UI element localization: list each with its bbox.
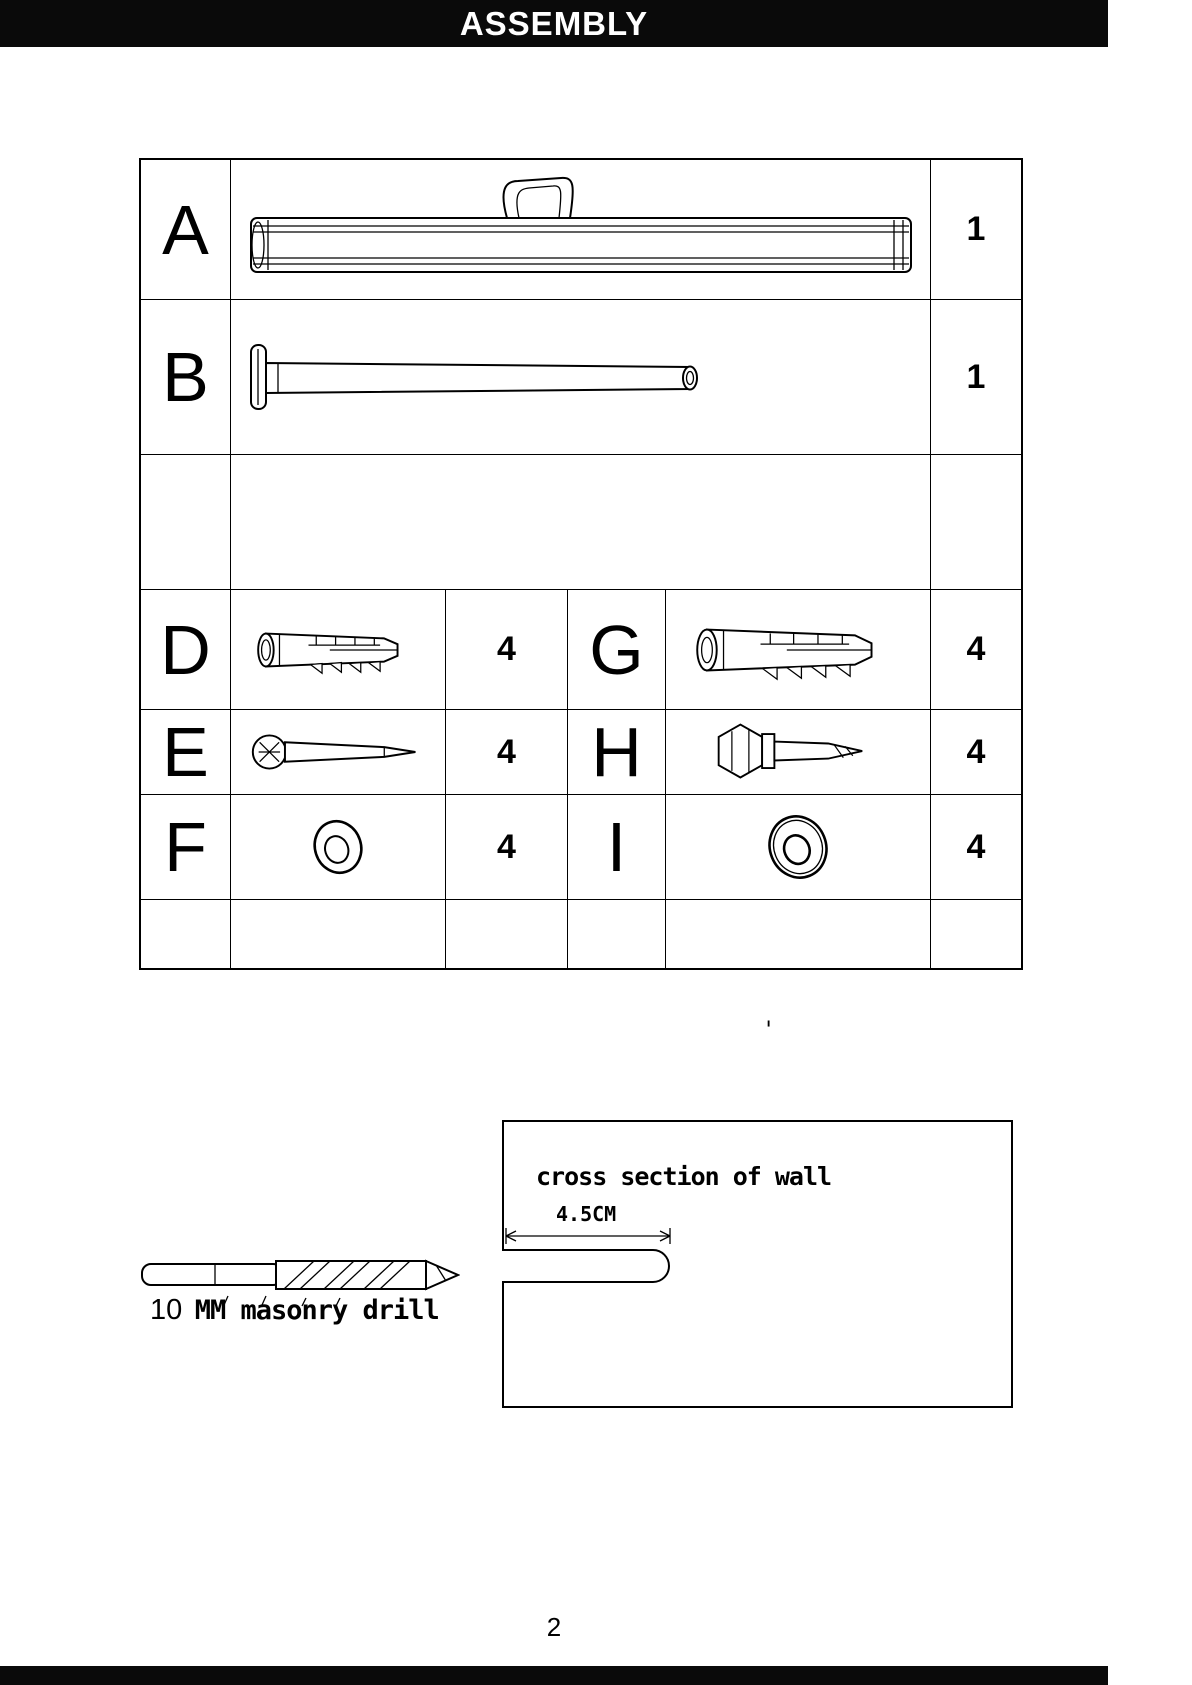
part-f-qty-cell [446, 795, 568, 900]
part-f-qty: 4 [497, 827, 516, 866]
part-g-qty: 4 [966, 630, 986, 668]
page-title: ASSEMBLY [459, 4, 649, 42]
part-a-label-cell [141, 160, 231, 300]
empty-cell [141, 900, 231, 968]
part-b-qty: 1 [966, 357, 986, 396]
part-b-illustration-cell [231, 300, 931, 455]
empty-cell [231, 900, 446, 968]
empty-cell [568, 900, 666, 968]
stray-mark: ' [762, 1018, 776, 1043]
drill-size-label: 10 [150, 1294, 183, 1326]
part-h-label-cell [568, 710, 666, 795]
part-d-label: D [160, 610, 211, 689]
part-f-illustration-cell [231, 795, 446, 900]
part-g-illustration-cell [666, 590, 931, 710]
part-a-qty-cell [931, 160, 1021, 300]
part-f-label-cell [141, 795, 231, 900]
part-e-qty: 4 [497, 732, 516, 771]
empty-cell [931, 900, 1021, 968]
wall-anchor-small-icon [246, 620, 431, 680]
part-b-label-cell [141, 300, 231, 455]
support-pole-icon [245, 338, 925, 416]
part-i-label: I [606, 808, 627, 886]
footer-bar [0, 1666, 1108, 1685]
part-e-label-cell [141, 710, 231, 795]
wall-anchor-large-icon [681, 613, 916, 687]
mounting-rail-icon [241, 174, 921, 286]
part-d-label-cell [141, 590, 231, 710]
part-g-qty-cell [931, 590, 1021, 710]
part-a-qty: 1 [966, 210, 986, 248]
drill-name-label: MM masonry drill [194, 1295, 439, 1326]
drill-caption [150, 1294, 439, 1327]
part-i-illustration-cell [666, 795, 931, 900]
empty-illustration-cell [231, 455, 931, 590]
part-i-qty-cell [931, 795, 1021, 900]
part-d-qty: 4 [497, 630, 516, 668]
empty-cell [666, 900, 931, 968]
part-a-illustration-cell [231, 160, 931, 300]
part-i-qty: 4 [966, 827, 986, 866]
part-g-label: G [589, 610, 644, 689]
washer-small-icon [304, 813, 372, 881]
part-e-label: E [162, 713, 209, 791]
wall-section-title: cross section of wall [536, 1162, 832, 1191]
part-i-label-cell [568, 795, 666, 900]
header-bar [0, 0, 1108, 47]
wall-hole-depth-label: 4.5CM [556, 1202, 617, 1226]
part-d-qty-cell [446, 590, 568, 710]
part-h-label: H [591, 713, 642, 791]
part-d-illustration-cell [231, 590, 446, 710]
part-f-label: F [164, 808, 207, 886]
part-e-illustration-cell [231, 710, 446, 795]
hex-lag-bolt-icon [713, 720, 883, 784]
part-g-label-cell [568, 590, 666, 710]
empty-label-cell [141, 455, 231, 590]
part-e-qty-cell [446, 710, 568, 795]
wall-cross-section [500, 1118, 1015, 1410]
pan-head-screw-icon [246, 725, 431, 779]
page-number: 2 [546, 1612, 562, 1642]
part-h-qty: 4 [966, 732, 986, 771]
empty-qty-cell [931, 455, 1021, 590]
part-h-qty-cell [931, 710, 1021, 795]
parts-table [139, 158, 1023, 970]
part-h-illustration-cell [666, 710, 931, 795]
part-a-label: A [162, 190, 209, 269]
washer-large-icon [757, 806, 839, 888]
empty-cell [446, 900, 568, 968]
part-b-label: B [162, 338, 209, 416]
part-b-qty-cell [931, 300, 1021, 455]
